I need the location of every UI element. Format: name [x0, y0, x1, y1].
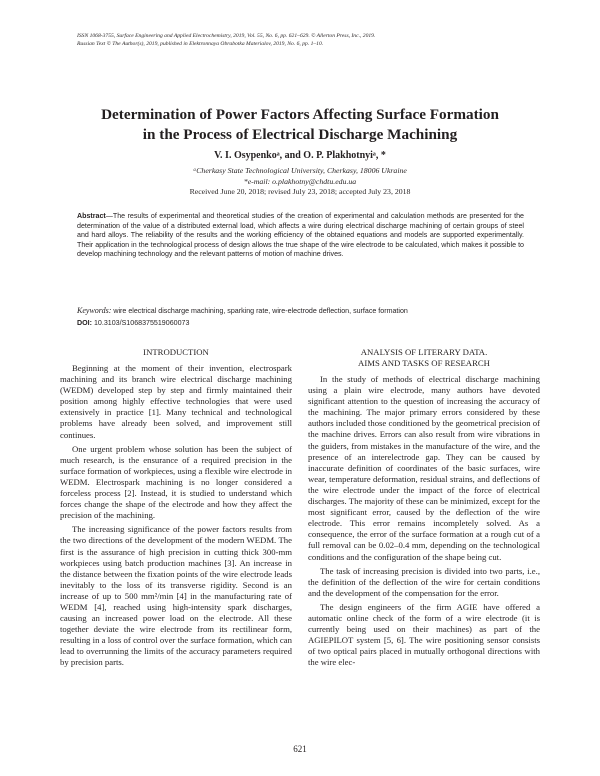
paragraph: The increasing significance of the power factors results from the two directions of the development of the modern WEDM. The first is the assurance of high precision in cutting thick 300-mm workpieces using batch production machines [3]. An increase in the distance between the fixation points of the wire electrode leads inevitably to the loss of its transverse rigidity. Second is an increase of up to 500 mm²/min [4] in the manufacturing rate of WEDM [4], reached using high-intensity spark discharges, causing an increased power load on the electrode. All these together deviate the wire electrode from its rectilinear form, resulting in a loss of control over the surface formation, which can lead to overrunning the limits of the accuracy parameters required by precision parts. — [60, 524, 292, 668]
section-heading-line2: AIMS AND TASKS OF RESEARCH — [358, 358, 490, 368]
authors: V. I. Osypenkoᵃ, and O. P. Plakhotnyiᵃ, * — [214, 150, 386, 161]
affiliation-email: *e-mail: o.plakhotny@chdtu.edu.ua — [243, 176, 357, 186]
section-heading-line1: ANALYSIS OF LITERARY DATA. — [360, 347, 488, 357]
journal-header-line2: Russian Text © The Author(s), 2019, published in Elektronnaya Obrabotka Materialov, 2019, No. 6, pp. 1–10. — [77, 40, 324, 47]
keywords — [77, 306, 524, 315]
section-heading-introduction: INTRODUCTION — [143, 347, 209, 357]
keywords-text: wire electrical discharge machining, sparking rate, wire-electrode deflection, surface formation — [111, 307, 408, 315]
abstract — [77, 212, 524, 260]
affiliation — [40, 166, 560, 198]
doi-text: 10.3103/S1068375519060073 — [91, 319, 190, 327]
paragraph: The task of increasing precision is divided into two parts, i.e., the definition of the deflection of the wire for certain conditions and the development of the compensation for the error. — [308, 565, 540, 598]
section-heading-analysis — [308, 347, 540, 369]
left-column — [60, 347, 292, 672]
title-line1: Determination of Power Factors Affecting Surface Formation — [101, 106, 499, 123]
page-number: 621 — [293, 744, 307, 754]
affiliation-institution: ᵃCherkasy State Technological University, Cherkasy, 18006 Ukraine — [193, 166, 407, 175]
paragraph: The design engineers of the firm AGIE have offered a automatic online check of the form of a wire electrode (it is currently being used on their machines) as part of the AGIEPILOT system [5, 6]. The wire positioning sensor consists of two optical pairs placed in mutually orthogonal directions with the wire elec- — [308, 601, 540, 668]
keywords-label: Keywords: — [77, 306, 112, 315]
paragraph: One urgent problem whose solution has been the subject of much research, is the ensurance of a required precision in the surface formation of workpieces, using a flexible wire electrode in WEDM. Electrospark machining is no longer considered a forceless process [2]. Instead, it is studied to understand which forces change the shape of the electrode and how they affect the precision of the machining. — [60, 443, 292, 521]
paragraph: Beginning at the moment of their invention, electrospark machining and its branch wire electrical discharge machining (WEDM) developed step by step and firmly maintained their position among highly effective technologies that were used extensively in practice [1]. Many technical and technological problems have already been solved, and improvement still continues. — [60, 363, 292, 440]
journal-header-line1: ISSN 1068-3755, Surface Engineering and Applied Electrochemistry, 2019, Vol. 55, No. 6, pp. 621–629. © Allerton Press, Inc., 2019. — [77, 33, 376, 39]
received-dates: Received June 20, 2018; revised July 23, 2018; accepted July 23, 2018 — [189, 187, 411, 197]
right-column — [308, 347, 540, 671]
doi-label: DOI: — [77, 319, 92, 327]
title-line2: in the Process of Electrical Discharge Machining — [142, 126, 458, 143]
paper-title — [40, 105, 560, 145]
paragraph: In the study of methods of electrical discharge machining using a plain wire electrode, many authors have devoted significant attention to the question of increasing the accuracy of the machining. The major primary errors considered by these authors included those conditioned by the geometrical precision of the machine drives. Errors can also result from wire vibrations in the guiders, from mistakes in the manufacture of the wire, and the presence of an interelectrode gap. They can be caused by inaccurate definition of coordinates of the basic surfaces, wire wear, temperature deformation, residual strains, and deflections of the wire electrode under the impact of the force of electrical discharges. The majority of these can be minimized, except for the most significant error, caused by the deflection of the wire electrode. This error remains incompletely solved. As a consequence, the error of the surface formation at a rough cut of a full removal can be 0.02–0.4 mm, depending on the technological conditions and the configuration of the shape being cut. — [308, 374, 540, 562]
abstract-label: Abstract — [77, 212, 106, 220]
abstract-text: —The results of experimental and theoretical studies of the creation of experimental and calculation methods are presented for the determination of the value of a distributed external load, which affects a wire during electrical discharge machining of certain groups of steel and hard alloys. The reliability of the results and the working efficiency of the obtained equations and models are supported experimentally. Their application in the technological process of design allows the true shape of the wire electrode to be calculated, which makes it possible to develop machining technology and the relevant patterns of motion of machine drives. — [77, 212, 524, 258]
doi — [77, 319, 524, 327]
journal-header — [77, 33, 537, 48]
